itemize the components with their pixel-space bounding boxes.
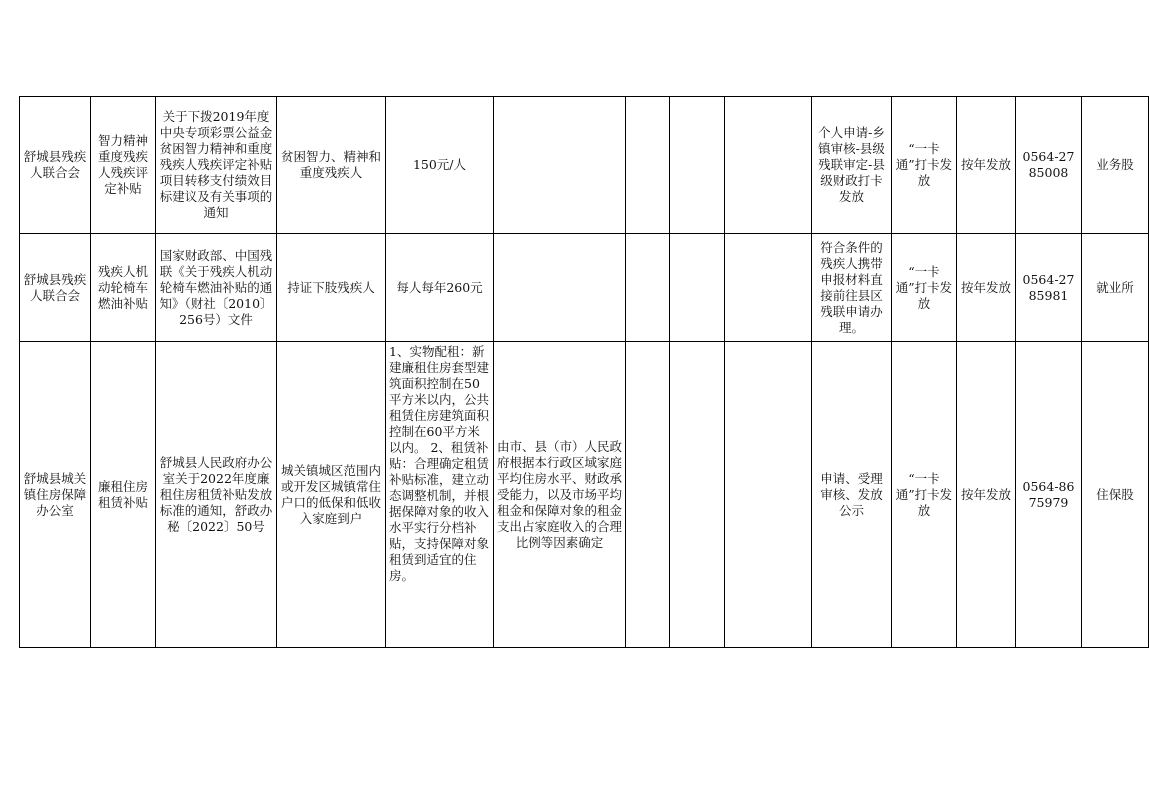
office-cell: 业务股 [1082,97,1149,234]
standard-cell: 1、实物配租：新建廉租住房套型建筑面积控制在50平方米以内，公共租赁住房建筑面积控制在60平方米以内。 2、租赁补贴：合理确定租赁补贴标准，建立动态调整机制，并根据保障对象的收入水平实行分档补贴，支持保障对象租赁到适宜的住房。 [386,342,494,648]
office-cell: 就业所 [1082,234,1149,342]
blank-cell [626,342,670,648]
phone-cell: 0564-8675979 [1016,342,1082,648]
method-cell: “一卡通”打卡发放 [892,234,957,342]
standard-cell: 每人每年260元 [386,234,494,342]
office-cell: 住保股 [1082,342,1149,648]
criteria-cell: 由市、县（市）人民政府根据本行政区域家庭平均住房水平、财政承受能力，以及市场平均租金和保障对象的租金支出占家庭收入的合理比例等因素确定 [494,342,626,648]
basis-cell: 国家财政部、中国残联《关于残疾人机动轮椅车燃油补贴的通知》（财社〔2010〕256号）文件 [156,234,277,342]
method-cell: “一卡通”打卡发放 [892,97,957,234]
blank-cell [626,234,670,342]
table-row [20,234,1149,342]
blank-cell [626,97,670,234]
phone-cell: 0564-2785981 [1016,234,1082,342]
cycle-cell: 按年发放 [957,234,1016,342]
department-cell: 舒城县城关镇住房保障办公室 [20,342,91,648]
department-cell: 舒城县残疾人联合会 [20,234,91,342]
blank-cell [670,234,725,342]
cycle-cell: 按年发放 [957,97,1016,234]
basis-cell: 舒城县人民政府办公室关于2022年度廉租住房租赁补贴发放标准的通知，舒政办秘〔2022〕50号 [156,342,277,648]
criteria-cell [494,97,626,234]
cycle-cell: 按年发放 [957,342,1016,648]
phone-cell: 0564-2785008 [1016,97,1082,234]
department-cell: 舒城县残疾人联合会 [20,97,91,234]
blank-cell [725,342,812,648]
blank-cell [670,342,725,648]
criteria-cell [494,234,626,342]
standard-cell: 150元/人 [386,97,494,234]
procedure-cell: 申请、受理审核、发放公示 [812,342,892,648]
subsidy-table [19,96,1149,648]
blank-cell [725,234,812,342]
blank-cell [670,97,725,234]
procedure-cell: 符合条件的残疾人携带申报材料直接前往县区残联申请办理。 [812,234,892,342]
method-cell: “一卡通”打卡发放 [892,342,957,648]
procedure-cell: 个人申请-乡镇审核-县级残联审定-县级财政打卡发放 [812,97,892,234]
table-row [20,342,1149,648]
target-cell: 持证下肢残疾人 [277,234,386,342]
target-cell: 城关镇城区范围内或开发区城镇常住户口的低保和低收入家庭到户 [277,342,386,648]
basis-cell: 关于下拨2019年度中央专项彩票公益金贫困智力精神和重度残疾人残疾评定补贴项目转移支付绩效目标建议及有关事项的通知 [156,97,277,234]
table-row [20,97,1149,234]
item-cell: 残疾人机动轮椅车燃油补贴 [91,234,156,342]
item-cell: 智力精神重度残疾人残疾评定补贴 [91,97,156,234]
target-cell: 贫困智力、精神和重度残疾人 [277,97,386,234]
blank-cell [725,97,812,234]
item-cell: 廉租住房租赁补贴 [91,342,156,648]
